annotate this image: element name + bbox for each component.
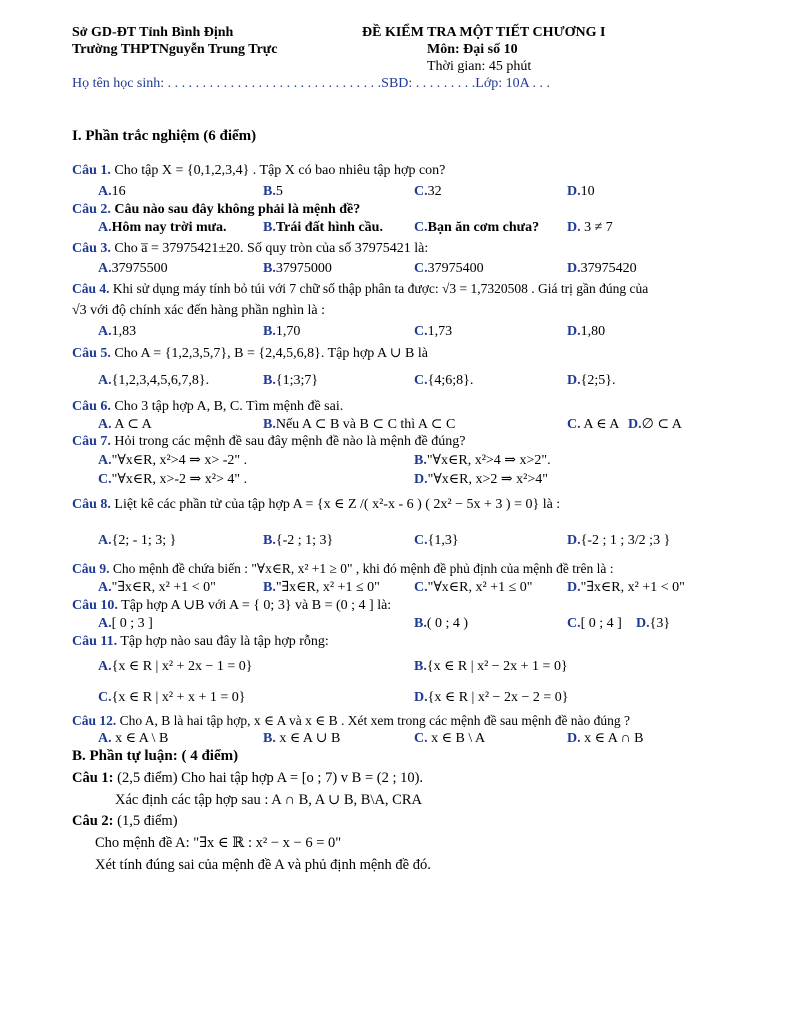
- option-9d: D."∃x∈R, x² +1 < 0": [567, 580, 685, 595]
- option-7c: C."∀x∈R, x>-2 ⇒ x²> 4" .: [98, 472, 248, 487]
- option-6c: C. A ∈ A: [567, 417, 620, 432]
- question-8: [72, 496, 560, 513]
- question-label: Câu 7.: [72, 434, 111, 449]
- question-6: [72, 398, 343, 415]
- question-12: [72, 712, 630, 729]
- question-9: [72, 560, 613, 577]
- option-8b: B.{-2 ; 1; 3}: [263, 533, 334, 548]
- option-2a: A.Hôm nay trời mưa.: [98, 220, 227, 235]
- part1-title: I. Phần trắc nghiệm (6 điểm): [72, 128, 257, 144]
- question-text: Cho A = {1,2,3,5,7}, B = {2,4,5,6,8}. Tập hợp A ∪ B là: [110, 346, 428, 361]
- option-8c: C.{1,3}: [414, 533, 459, 548]
- school-name: Trường THPTNguyễn Trung Trực: [72, 42, 278, 57]
- question-label: Câu 3.: [72, 241, 111, 256]
- question-label: Câu 9.: [72, 561, 110, 576]
- option-1b: B.5: [263, 184, 283, 199]
- question-text: Khi sử dụng máy tính bỏ túi với 7 chữ số thập phân ta được: √3 = 1,7320508 . Giá trị gần đúng của: [109, 281, 649, 296]
- exam-time: Thời gian: 45 phút: [427, 59, 532, 74]
- essay-question-2-line2: Xét tính đúng sai của mệnh đề A và phủ định mệnh đề đó.: [95, 857, 431, 873]
- option-1c: C.32: [414, 184, 442, 199]
- question-label: Câu 8.: [72, 497, 111, 512]
- part2-title: B. Phần tự luận: ( 4 điểm): [72, 748, 239, 764]
- question-5: [72, 345, 428, 362]
- question-4-line2: √3 với độ chính xác đến hàng phần nghìn là :: [72, 303, 326, 318]
- question-text: Cho 3 tập hợp A, B, C. Tìm mệnh đề sai.: [110, 399, 344, 414]
- option-12b: B. x ∈ A ∪ B: [263, 731, 341, 746]
- option-2c: C.Bạn ăn cơm chưa?: [414, 220, 540, 235]
- essay-question-2-line1: Cho mệnh đề A: "∃x ∈ ℝ : x² − x − 6 = 0": [95, 835, 342, 851]
- question-text: Cho a̅ = 37975421±20. Số quy tròn của số 37975421 là:: [110, 241, 429, 256]
- question-1: [72, 162, 445, 179]
- question-7: [72, 433, 465, 450]
- option-10a: A.[ 0 ; 3 ]: [98, 616, 153, 631]
- question-text: Tập hợp A ∪B với A = { 0; 3} và B = (0 ; 4 ] là:: [117, 598, 392, 613]
- option-9c: C."∀x∈R, x² +1 ≤ 0": [414, 580, 533, 595]
- student-info-line: Họ tên học sinh: . . . . . . . . . . . . . . . . . . . . . . . . . . . . . . .SBD: . . . . . . . . .Lớp: 10A . . .: [72, 76, 550, 91]
- option-12c: C. x ∈ B \ A: [414, 731, 486, 746]
- question-4: [72, 280, 648, 297]
- option-9a: A."∃x∈R, x² +1 < 0": [98, 580, 216, 595]
- option-4a: A.1,83: [98, 324, 137, 339]
- option-5a: A.{1,2,3,4,5,6,7,8}.: [98, 373, 210, 388]
- option-8a: A.{2; - 1; 3; }: [98, 533, 177, 548]
- question-label: Câu 11.: [72, 634, 118, 649]
- question-text: Cho tập X = {0,1,2,3,4} . Tập X có bao nhiêu tập hợp con?: [110, 163, 446, 178]
- option-11b: B.{x ∈ R | x² − 2x + 1 = 0}: [414, 659, 568, 674]
- option-10c: C.[ 0 ; 4 ]: [567, 616, 622, 631]
- option-7a: A."∀x∈R, x²>4 ⇒ x> -2" .: [98, 453, 248, 468]
- department-name: Sở GD-ĐT Tỉnh Bình Định: [72, 25, 234, 40]
- option-4c: C.1,73: [414, 324, 453, 339]
- question-text: Tập hợp nào sau đây là tập hợp rỗng:: [117, 634, 329, 649]
- question-3: [72, 240, 428, 257]
- option-3d: D.37975420: [567, 261, 637, 276]
- question-text: Cho A, B là hai tập hợp, x ∈ A và x ∈ B . Xét xem trong các mệnh đề sau mệnh đề nào đúng ?: [116, 713, 631, 728]
- option-3a: A.37975500: [98, 261, 168, 276]
- question-label: Câu 2.: [72, 202, 111, 217]
- option-1a: A.16: [98, 184, 126, 199]
- essay-question-1: Câu 1: (2,5 điểm) Cho hai tập hợp A = [o ; 7) v B = (2 ; 10).: [72, 770, 424, 786]
- option-8d: D.{-2 ; 1 ; 3/2 ;3 }: [567, 533, 671, 548]
- option-5d: D.{2;5}.: [567, 373, 616, 388]
- question-11: [72, 633, 329, 650]
- option-10d: D.{3}: [636, 616, 671, 631]
- question-label: Câu 5.: [72, 346, 111, 361]
- question-label: Câu 1.: [72, 163, 111, 178]
- question-label: Câu 10.: [72, 598, 118, 613]
- question-text: Câu nào sau đây không phải là mệnh đề?: [110, 202, 361, 217]
- option-4d: D.1,80: [567, 324, 606, 339]
- option-2d: D. 3 ≠ 7: [567, 220, 613, 235]
- option-1d: D.10: [567, 184, 595, 199]
- option-3c: C.37975400: [414, 261, 484, 276]
- option-7b: B."∀x∈R, x²>4 ⇒ x>2".: [414, 453, 551, 468]
- option-3b: B.37975000: [263, 261, 332, 276]
- option-12a: A. x ∈ A \ B: [98, 731, 169, 746]
- option-7d: D."∀x∈R, x>2 ⇒ x²>4": [414, 472, 548, 487]
- question-label: Câu 6.: [72, 399, 111, 414]
- option-6b: B.Nếu A ⊂ B và B ⊂ C thì A ⊂ C: [263, 417, 456, 432]
- question-label: Câu 12.: [72, 713, 117, 728]
- option-6d: D.∅ ⊂ A: [628, 417, 682, 432]
- option-2b: B.Trái đất hình cầu.: [263, 220, 383, 235]
- option-12d: D. x ∈ A ∩ B: [567, 731, 644, 746]
- question-2: [72, 201, 360, 218]
- exam-title: ĐỀ KIỂM TRA MỘT TIẾT CHƯƠNG I: [362, 25, 606, 40]
- option-6a: A. A ⊂ A: [98, 417, 152, 432]
- option-5c: C.{4;6;8}.: [414, 373, 474, 388]
- essay-question-1-sub: Xác định các tập hợp sau : A ∩ B, A ∪ B, B\A, CRA: [115, 792, 422, 808]
- question-10: [72, 597, 391, 614]
- option-4b: B.1,70: [263, 324, 301, 339]
- question-text: Cho mệnh đề chứa biến : "∀x∈R, x² +1 ≥ 0" , khi đó mệnh đề phủ định của mệnh đề trên là :: [109, 561, 614, 576]
- question-text: Hỏi trong các mệnh đề sau đây mệnh đề nào là mệnh đề đúng?: [110, 434, 466, 449]
- question-label: Câu 4.: [72, 281, 110, 296]
- option-11d: D.{x ∈ R | x² − 2x − 2 = 0}: [414, 690, 569, 705]
- essay-question-2: Câu 2: (1,5 điểm): [72, 813, 178, 829]
- option-9b: B."∃x∈R, x² +1 ≤ 0": [263, 580, 380, 595]
- option-5b: B.{1;3;7}: [263, 373, 319, 388]
- option-11a: A.{x ∈ R | x² + 2x − 1 = 0}: [98, 659, 253, 674]
- option-10b: B.( 0 ; 4 ): [414, 616, 469, 631]
- subject: Môn: Đại số 10: [427, 42, 518, 57]
- question-text: Liệt kê các phần tử của tập hợp A = {x ∈ Z /( x²-x - 6 ) ( 2x² − 5x + 3 ) = 0} là :: [110, 497, 561, 512]
- option-11c: C.{x ∈ R | x² + x + 1 = 0}: [98, 690, 246, 705]
